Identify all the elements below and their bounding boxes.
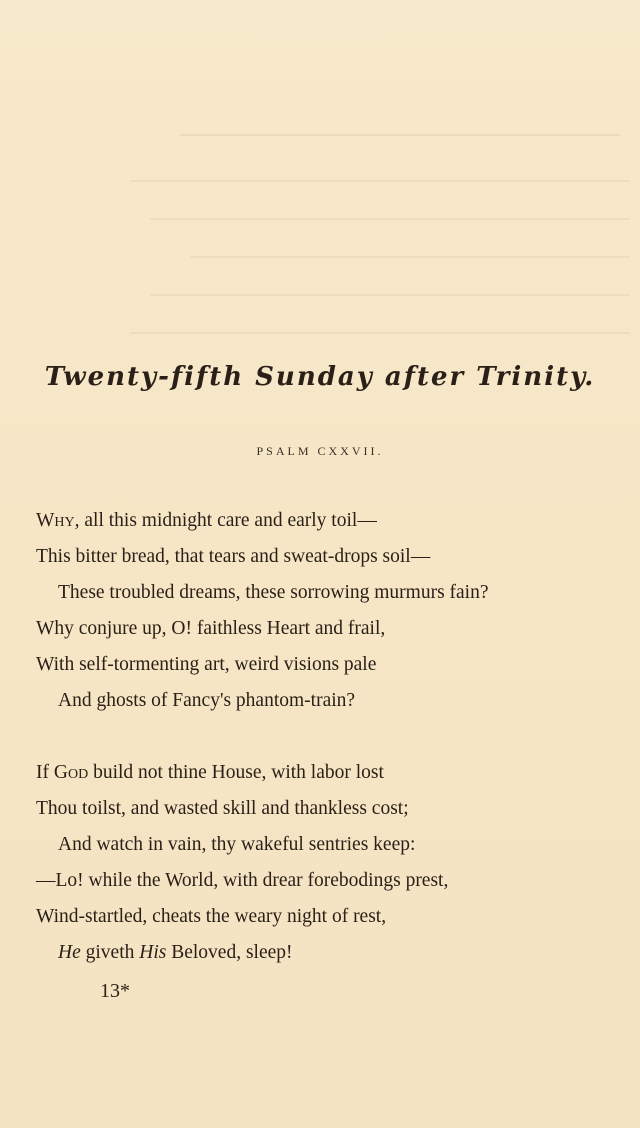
stanza2-line6-rest: Beloved, sleep! <box>166 942 293 963</box>
stanza2-line6-he: He <box>58 942 81 963</box>
stanza1-line4: Why conjure up, O! faithless Heart and frail, <box>36 618 386 639</box>
stanza1-line5: With self-tormenting art, weird visions pale <box>36 654 377 675</box>
stanza1-line1 <box>36 510 377 532</box>
stanza1-line2: This bitter bread, that tears and sweat-drops soil— <box>36 546 431 567</box>
stanza2-line4: —Lo! while the World, with drear forebodings prest, <box>36 870 449 891</box>
stanza2-line1-rest: build not thine House, with labor lost <box>88 762 384 783</box>
stanza1-line1-rest: , all this midnight care and early toil— <box>74 510 377 531</box>
stanza1-line6: And ghosts of Fancy's phantom-train? <box>58 690 356 711</box>
stanza2-line1-god: God <box>53 762 89 783</box>
stanza2-line6-his: His <box>139 942 167 963</box>
page-title: Twenty-fifth Sunday after Trinity. <box>44 362 596 392</box>
stanza2-line6 <box>58 942 293 964</box>
stanza2-line6-mid: giveth <box>80 942 140 963</box>
stanza2-line5: Wind-startled, cheats the weary night of rest, <box>36 906 387 927</box>
stanza2-line2: Thou toilst, and wasted skill and thankless cost; <box>36 798 409 819</box>
stanza1-line3: These troubled dreams, these sorrowing murmurs fain? <box>58 582 489 603</box>
stanza1-line1-lead: Why <box>36 510 75 531</box>
stanza2-line3: And watch in vain, thy wakeful sentries keep: <box>58 834 416 855</box>
stanza2-line1-pre: If <box>36 762 54 783</box>
stanza2-line1 <box>36 762 384 784</box>
page-number: 13* <box>100 980 130 1002</box>
psalm-heading: PSALM CXXVII. <box>256 444 384 458</box>
bleed-through-lines <box>40 112 640 392</box>
